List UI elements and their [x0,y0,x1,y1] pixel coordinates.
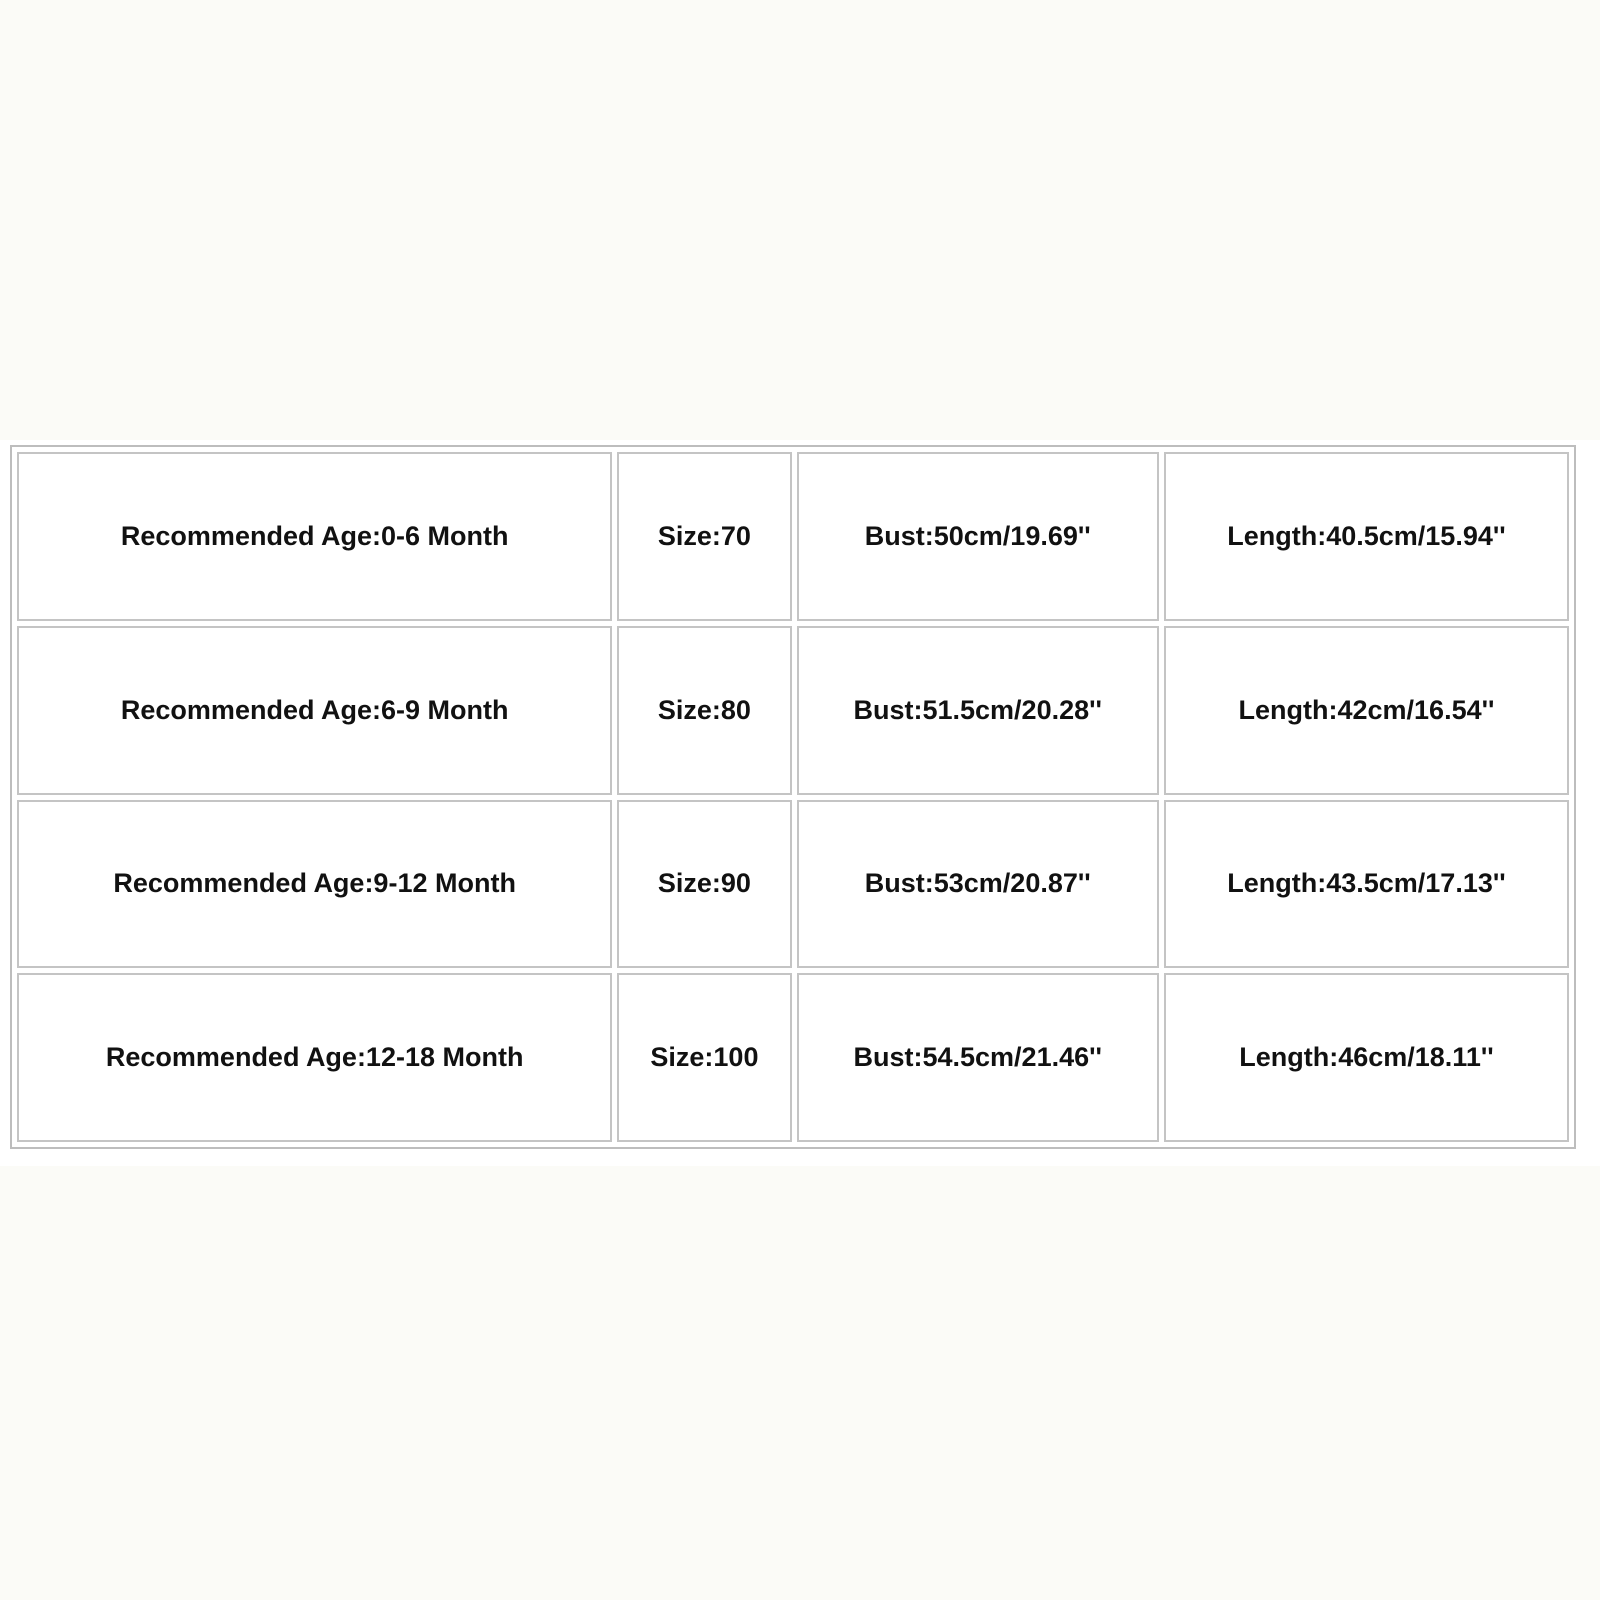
table-row [17,800,1569,969]
bust-cell: Bust:54.5cm/21.46'' [797,973,1159,1142]
size-cell: Size:80 [617,626,791,795]
age-cell: Recommended Age:9-12 Month [17,800,612,969]
bust-cell: Bust:51.5cm/20.28'' [797,626,1159,795]
table-row [17,452,1569,621]
length-cell: Length:46cm/18.11'' [1164,973,1569,1142]
table-row [17,626,1569,795]
size-cell: Size:70 [617,452,791,621]
size-cell: Size:100 [617,973,791,1142]
table-row [17,973,1569,1142]
length-cell: Length:42cm/16.54'' [1164,626,1569,795]
size-chart-table [10,445,1576,1149]
length-cell: Length:43.5cm/17.13'' [1164,800,1569,969]
size-cell: Size:90 [617,800,791,969]
length-cell: Length:40.5cm/15.94'' [1164,452,1569,621]
age-cell: Recommended Age:12-18 Month [17,973,612,1142]
age-cell: Recommended Age:0-6 Month [17,452,612,621]
bust-cell: Bust:53cm/20.87'' [797,800,1159,969]
age-cell: Recommended Age:6-9 Month [17,626,612,795]
bust-cell: Bust:50cm/19.69'' [797,452,1159,621]
